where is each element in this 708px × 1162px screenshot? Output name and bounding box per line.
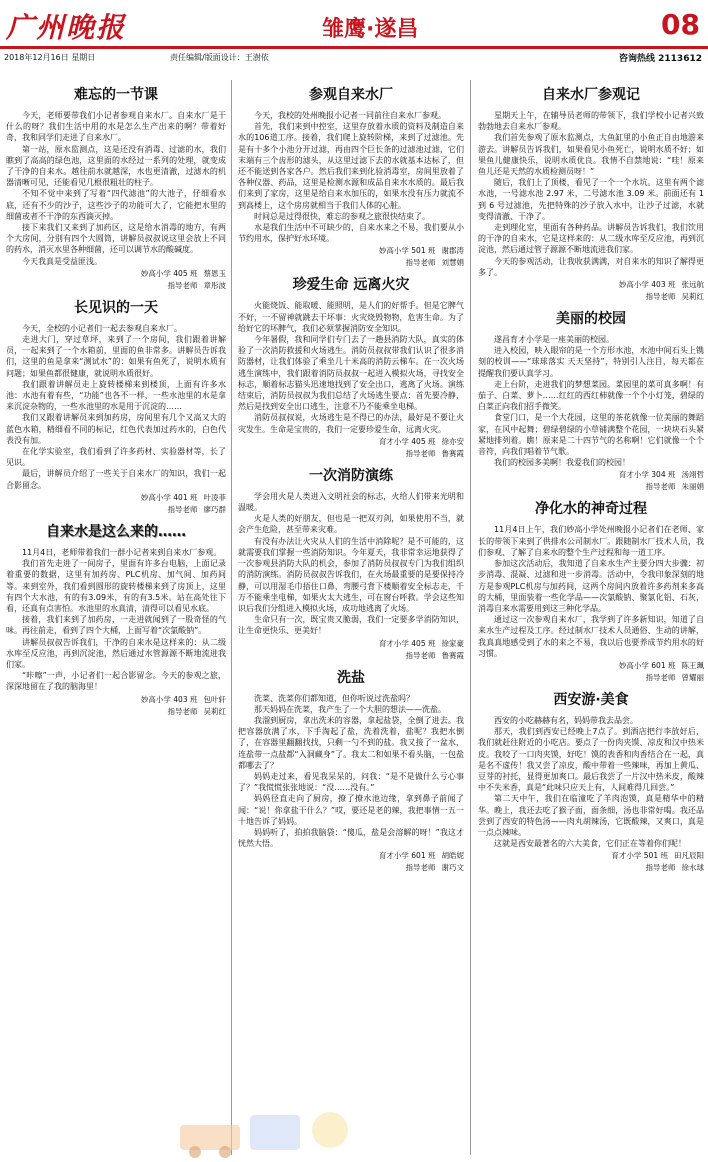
author-line — [6, 492, 226, 503]
author-school: 育才小学 405 班 — [378, 436, 436, 446]
column-middle — [238, 80, 464, 879]
author-line — [478, 279, 704, 290]
author-line — [238, 436, 464, 447]
info-bar — [0, 50, 708, 64]
column-right — [478, 80, 704, 879]
author-name: 叶凌菲 — [203, 492, 226, 502]
column-divider — [470, 80, 471, 1155]
article-paragraph: 今天，我校的处州晚报小记者一同前往自来水厂参观。 — [254, 111, 446, 120]
author-school: 育才小学 501 班 — [611, 851, 668, 861]
author-line — [238, 638, 464, 649]
article-paragraph: 今天，全校的小记者们一起去参观自来水厂。 — [22, 323, 182, 333]
article-paragraph: 最后，讲解员介绍了一些关于自来水厂的知识，我们一起合影留念。 — [6, 469, 226, 490]
author-school: 妙高小学 403 班 — [140, 694, 198, 704]
article-paragraph: 星期天上午，在辅导员老师的带领下，我们学校小记者兴致勃勃地去自来水厂参观。 — [478, 111, 704, 132]
teacher-label: 指导老师 — [645, 292, 676, 302]
article-paragraph: 讲解员叔叔告诉我们，干净的自来水是这样来的：从二级水库至反应池，再到沉淀池，然后通过水管源源不断地流进我们家。 — [6, 637, 226, 669]
article-paragraph: 水是我们生活中不可缺少的，自来水来之不易，我们要从小节约用水，保护好水环境。 — [238, 223, 464, 244]
article — [238, 274, 464, 458]
teacher-label: 指导老师 — [405, 863, 436, 873]
article-title: 珍爱生命 远离火灾 — [292, 277, 410, 294]
author-school: 妙高小学 401 班 — [140, 492, 198, 502]
article-paragraph: 今天我真是受益匪浅。 — [22, 256, 102, 266]
teacher-name: 曾耀丽 — [681, 672, 704, 682]
article-paragraph: 11月4日，老师带着我们一群小记者来到自来水厂参观。 — [22, 547, 222, 557]
author-school: 妙高小学 601 班 — [618, 660, 676, 670]
article-title: 洗盐 — [337, 669, 365, 686]
article-paragraph: 参加这次活动后，我知道了自来水生产主要分四大步骤：初步消毒、混凝、过滤和进一步消毒。活动中，令我印象深刻的地方是参观PLC机房与加药间，这两个房间内放着许多药剂来多高的大桶，里面装着一些化学品——次氯酸钠、聚氯化铝、石灰，消毒自来水需要用到这三种化学品。 — [478, 559, 704, 613]
teacher-line — [478, 481, 704, 492]
author-school: 育才小学 601 班 — [378, 851, 436, 861]
author-school: 妙高小学 501 班 — [378, 246, 436, 256]
teacher-line — [238, 257, 464, 268]
teacher-name: 鲁赛霞 — [441, 650, 464, 660]
article-title: 美丽的校园 — [556, 311, 626, 328]
article-paragraph: 首先，我们来到中控室，这里存放着水质的资料及制造自来水的106道工序。接着，我们爬上旋转阶梯，来到了过滤池。先是有十多个小池分开过滤，再由四个巨长条的过滤池过滤，它们末端有三个齿形的滤头，从这里过滤下去的水就基本达标了，但还不能送到各家各户。然后我们来到化验消毒室，房间里放着了各种仪器、药品，这里是检测水源和成品自来水水质的。最后我们来到了家房，这里是给自来水加压的，如果水没有压力就流不到高楼上，这个房房就相当于我们人体的心脏。 — [238, 122, 464, 210]
teacher-line — [238, 448, 464, 459]
author-school: 育才小学 304 班 — [618, 470, 676, 480]
article — [238, 465, 464, 661]
teacher-label: 指导老师 — [645, 482, 676, 492]
author-line — [478, 850, 704, 861]
article-paragraph: 随后，我们上了顶楼，看见了一个一个水坑。这里有两个滤水池，一号滤水池 2.97 米，二号滤水池 3.09 米。前面还有 1 到 6 号过滤池，先把特殊的沙子放入水中，让沙子过滤，水就变得清澈、干净了。 — [478, 178, 704, 221]
article-paragraph: 我们又跟着讲解员来到加药房，房间里有几个又高又大的蓝色水箱，精细看不同的标记，红色代表加过药水的，白色代表没有加。 — [6, 413, 226, 445]
article — [478, 84, 704, 302]
article-paragraph: 第一站，原水监测点，这是还没有消毒、过滤的水，我们瞧到了高高的绿色池，这里面的水经过一系列的处理，就变成了干净的自来水。越往前水就越深，水也更清澈，过滤水的机器清晰可见，还能看见几根很粗壮的柱子。 — [6, 144, 226, 188]
author-name: 徐亦安 — [441, 436, 464, 446]
article-paragraph: 我们首先走进了一间房子，里面有许多台电脑，上面记录着重要的数据，这里有加药房、PLC机房、加气间、加药间等。来到室外，我们看到圆形的旋转楼梯来到了房顶上，这里有四个大水池，有的有3.09米，有的有3.5米。站在高处往下看，还真有点害怕。水池里的水真清，清得可以看见水底。 — [6, 559, 226, 613]
article-paragraph: 妈妈听了，拍拍我脑袋：“傻瓜，盐是会溶解的呀！”我这才恍然大悟。 — [238, 827, 464, 849]
column-divider — [231, 80, 232, 1155]
article-paragraph: 进入校园，映入眼帘的是一个方形水池，水池中间石头上镌刻的校训——“球球落实 天天坚持”，特别引人注目，每天都在提醒我们要认真学习。 — [478, 346, 704, 378]
teacher-label: 指导老师 — [645, 863, 676, 873]
article-paragraph: 不知不觉中来到了写着“四代滤池”的大池子，仔细看水底，还有不少的沙子，这些沙子的功能可大了，它能把水里的细菌或者不干净的东西滴灭掉。 — [6, 189, 226, 221]
teacher-line — [6, 706, 226, 717]
teacher-name: 朱丽娟 — [681, 482, 704, 492]
masthead — [0, 0, 708, 46]
article-paragraph: 有没有办法让火灾从人们的生活中消除呢？是不可能的，这就需要我们掌握一些消防知识。今年夏天，我非常幸运地获得了一次参观县消防大队的机会，参加了消防员叔叔专门为我们组织的消防演练。消防员叔叔告诉我们，在火场最重要的是要保持冷静，可以用湿毛巾捂住口鼻，弯腰弓背下楼顺着安全标志走，千万不能乘坐电梯，如果火太大逃生，可在窗台呼救。学会这些知识后我们分组进入模拟火场，成功地逃离了火场。 — [238, 536, 464, 613]
article — [478, 689, 704, 873]
teacher-name: 章彤波 — [203, 280, 226, 290]
column-left — [6, 80, 226, 723]
teacher-line — [238, 862, 464, 873]
author-name: 陈王珮 — [681, 660, 704, 670]
decorative-illustration — [170, 1030, 370, 1160]
article-paragraph: 走上台阶，走进我们的梦想菜园。菜园里的菜可真多啊！有茄子、白菜、萝卜……红红的西红柿就像一个个小灯笼，碧绿的白菜正向我们招手微笑。 — [478, 379, 704, 412]
teacher-label: 指导老师 — [167, 706, 198, 716]
hotline: 咨询热线 2113612 — [619, 54, 702, 64]
article-paragraph: 妈妈走过来，看见我呆呆的，问我：“是不是做什么亏心事了？”我慌慌张张地说：“没……没有。” — [238, 771, 464, 793]
author-name: 张远航 — [681, 280, 704, 290]
article-paragraph: 生命只有一次，既宝贵又脆弱，我们一定要多学消防知识，让生命更快乐、更美好！ — [238, 615, 464, 636]
article-paragraph: 遂昌育才小学是一座美丽的校园。 — [494, 335, 614, 345]
article-paragraph: 我们首先参观了原水监测点，大鱼缸里的小鱼正自由地游来游去。讲解员告诉我们，如果看见小鱼死亡，说明水质不好；如果鱼儿健康快乐，说明水质优良。我情不自禁地说：“哇！原来鱼儿还是天然的水质检测员呀！” — [478, 133, 704, 177]
article — [238, 667, 464, 874]
author-school: 妙高小学 405 班 — [140, 268, 198, 278]
article-title: 西安游·美食 — [553, 691, 629, 708]
teacher-name: 刘慧娟 — [441, 258, 464, 268]
author-name: 汤翊哲 — [681, 470, 704, 480]
article-paragraph: 西安的小吃赫赫有名，妈妈带我去品尝。 — [494, 715, 638, 725]
article-paragraph: 妈妈径直走向了厨房，撩了撩水池边缘，拿到鼻子前闻了闻：“说！你拿盐干什么？”哎，要还是老的辣，我把事情一五一十地告诉了妈妈。 — [238, 794, 464, 826]
article-paragraph: 时间总是过得很快，难忘的参观之旅很快结束了。 — [254, 211, 430, 221]
article-paragraph: 火是人类的好朋友，但也是一把双刃剑，如果使用不当，就会产生危险，甚至带来灾难。 — [238, 514, 464, 535]
section-title: 雏鹰·遂昌 — [322, 17, 419, 42]
teacher-label: 指导老师 — [405, 448, 436, 458]
teacher-label: 指导老师 — [645, 672, 676, 682]
article — [6, 521, 226, 717]
teacher-label: 指导老师 — [167, 280, 198, 290]
teacher-line — [478, 672, 704, 683]
article-title: 净化水的神奇过程 — [535, 501, 647, 518]
page-number: 08 — [661, 8, 700, 41]
author-line — [478, 660, 704, 671]
article-paragraph: 今年暑假，我和同学们专门去了一趟县消防大队，真实的体验了一次消防救援和火场逃生。消防员叔叔带我们认识了很多消防器材，让我们体验了乘坐几十米高的消防云梯车。在一次火场逃生演练中，我们跟着消防员叔叔一起进入模拟火场，寻找安全标志，顺着标志猫头迅速地找到了安全出口，逃离了火场。演练结束后，消防员叔叔为我们总结了火场逃生要点：首先要冷静，然后是找到安全出口逃生，注意不乃不能乘坐电梯。 — [238, 335, 464, 412]
masthead-divider — [0, 46, 708, 49]
article-paragraph: 火能烧饭、能取暖、能照明，是人们的好帮手。但是它脾气不好，一不留神就跳去干坏事：火灾烧毁物物，危害生命。为了给好它的坏脾气，我们必须掌握消防安全知识。 — [238, 301, 464, 333]
teacher-line — [6, 504, 226, 515]
article-paragraph: 通过这一次参观自来水厂，我学到了许多新知识，知道了自来水生产过程及工序。经过制水厂技术人员通俗、生动的讲解，我真真地感受到了水的来之不易，我以后也要养成节约用水的好习惯。 — [478, 615, 704, 658]
article-paragraph: 走到理化室，里面有各种药品。讲解员告诉我们，我们饮用的干净的自来水，它是这样来的：从二级水库至反应池，再到沉淀池，然后通过管子源源不断地流进我们家。 — [478, 223, 704, 255]
author-line — [6, 268, 226, 279]
article-paragraph: 在化学实验室，我们看到了许多药材、实验器材等，长了见识。 — [6, 447, 226, 468]
author-name: 田凡辰阳 — [674, 851, 704, 861]
article-paragraph: 第二天中午，我们在临潼吃了羊肉泡馍，真是精华中的精华。晚上，我还去吃了猴子面，面条细，汤也非常好喝。我还品尝到了西安的特色汤——肉丸胡辣汤，它既酸辣，又爽口，真是一点点辣味。 — [478, 794, 704, 837]
teacher-line — [238, 650, 464, 661]
author-line — [6, 694, 226, 705]
article-paragraph: 我们跟着讲解员走上旋转楼梯来到楼顶，上面有许多水池：水池有着有些，“功能”也各不一样，一些水池里的水是拿来沉淀杂物的，一些水池里的水是用于沉淀的…… — [6, 379, 226, 412]
article-paragraph: 今天的参观活动，让我收获满满，对自来水的知识了解得更多了。 — [478, 256, 704, 277]
article-paragraph: 11月4日上午，我们妙高小学处州晚报小记者们在老师、家长的带领下来到了供排水公司制水厂。跟随制水厂技术人员，我们参观、了解了自来水的整个生产过程和每一道工序。 — [478, 525, 704, 557]
author-name: 谢郡涛 — [441, 246, 464, 256]
teacher-name: 徐水球 — [681, 863, 704, 873]
author-school: 育才小学 405 班 — [378, 638, 436, 648]
article-title: 自来水是这么来的…… — [46, 523, 186, 540]
issue-date: 2018年12月16日 星期日 — [4, 53, 96, 62]
article-paragraph: 今天，老师要带我们小记者参观自来水厂。自来水厂是干什么的呀？我们生活中用的水是怎么生产出来的啊？带着好奇，我和同学们走进了自来水厂。 — [6, 111, 226, 143]
article-title: 参观自来水厂 — [309, 87, 393, 103]
article-paragraph: 接着，我们来到了加药房，一走进就闻到了一股奇怪的气味。再往前走，看到了四个大桶，上面写着“次氯酸钠”。 — [6, 615, 226, 636]
article-paragraph: 消防员叔叔说，火场逃生是不得已的办法，最好是不要让火灾发生。生命是宝贵的，我们一定要珍爱生命，远离火灾。 — [238, 413, 464, 434]
teacher-name: 吴莉红 — [203, 706, 226, 716]
article-paragraph: 食堂门口，是一个大花园，这里的茶花就像一位美丽的舞蹈家，在风中起舞；碧绿碧绿的小草铺满整个花园，一块块石头紧紧地排列着。瞧！原来是二十四节气的名称啊！它们就像一个个音符，向我们唱着节气歌。 — [478, 413, 704, 457]
author-name: 徐家豪 — [441, 638, 464, 648]
article-title: 长见识的一天 — [74, 299, 158, 316]
article-paragraph: 那天，我们到西安已经晚上7点了。到酒店把行李放好后，我们就赶往附近的小吃店。要点了一份肉夹馍、凉皮和汉中热米皮。我咬了一口肉夹馍，好吃！馍的表香和肉香结合在一起，真是名不虚传！我又尝了凉皮，酸中带着一些辣味，再加上黄瓜、豆芽的衬托，显得更加爽口。最后我尝了一片汉中热米皮，酸辣中不失米香，真是“此味只应天上有，人间难得几回尝。” — [478, 727, 704, 793]
article-paragraph: 洗菜、洗菜你们都知道，但你听说过洗盐吗？ — [254, 693, 414, 703]
author-name: 胡皓妮 — [441, 851, 464, 861]
article-title: 难忘的一节课 — [74, 87, 158, 103]
author-line — [238, 245, 464, 256]
article — [6, 84, 226, 291]
author-name: 包叶轩 — [203, 694, 226, 704]
author-school: 妙高小学 403 班 — [618, 280, 676, 290]
article-title: 一次消防演练 — [309, 467, 393, 484]
article-paragraph: 接下来我们又来到了加药区，这是给水消毒的地方，有两个大房间，分别有四个大圆筒，讲解员叔叔说这里会放上不同的药水，消灭水里各种细菌，还可以调节水的酸碱度。 — [6, 223, 226, 255]
article-paragraph: “咔嚓”一声，小记者们一起合影留念。今天的参观之旅，深深地留在了我的脑海里！ — [6, 671, 226, 692]
article — [238, 84, 464, 268]
article-paragraph: 学会用火是人类进入文明社会的标志，火给人们带来光明和温暖。 — [238, 491, 464, 513]
teacher-line — [478, 862, 704, 873]
teacher-name: 鲁赛霞 — [441, 448, 464, 458]
teacher-label: 指导老师 — [405, 258, 436, 268]
article-paragraph: 这就是西安最著名的六大美食，它们正在等着你们呢！ — [494, 839, 686, 849]
article-paragraph: 那天妈妈在洗菜，我产生了一个大胆的想法——洗盐。 — [254, 704, 446, 714]
article-paragraph: 走进大门，穿过草坪，来到了一个房间，我们跟着讲解员，一起来到了一个水箱前，里面的鱼非常多。讲解员告诉我们，这里的鱼是拿来“测试水”的：如果有鱼死了，说明水质有问题；如果鱼都很健康，就说明水质很好。 — [6, 335, 226, 378]
author-name: 蔡恩玉 — [203, 268, 226, 278]
editor-credit: 责任编辑/版面设计：王澍依 — [170, 53, 269, 62]
article-paragraph: 我溜到厨房，拿出洗米的容器，拿起盐袋，全倒了进去。我把容器放满了水，下手淘起了盐，洗着洗着，盐呢？我把水倒了，在容器里翻翻找找，只剩一勺不到的盐。我又接了一盆水，连盐带一点盐都“入洞藏身”了。我太二和如果不看头脑，一包盐都哪去了？ — [238, 715, 464, 770]
article — [6, 297, 226, 515]
teacher-line — [6, 280, 226, 291]
teacher-label: 指导老师 — [167, 504, 198, 514]
teacher-name: 吴莉红 — [681, 292, 704, 302]
article — [478, 498, 704, 682]
teacher-line — [478, 291, 704, 302]
teacher-label: 指导老师 — [405, 650, 436, 660]
article — [478, 308, 704, 492]
teacher-name: 廖巧群 — [203, 504, 226, 514]
author-line — [478, 469, 704, 480]
article-title: 自来水厂参观记 — [542, 87, 640, 103]
teacher-name: 谢巧文 — [441, 863, 464, 873]
article-paragraph: 我们的校园多美啊！我爱我们的校园！ — [494, 458, 630, 468]
newspaper-logo: 广州晚报 — [6, 11, 127, 44]
author-line — [238, 850, 464, 861]
